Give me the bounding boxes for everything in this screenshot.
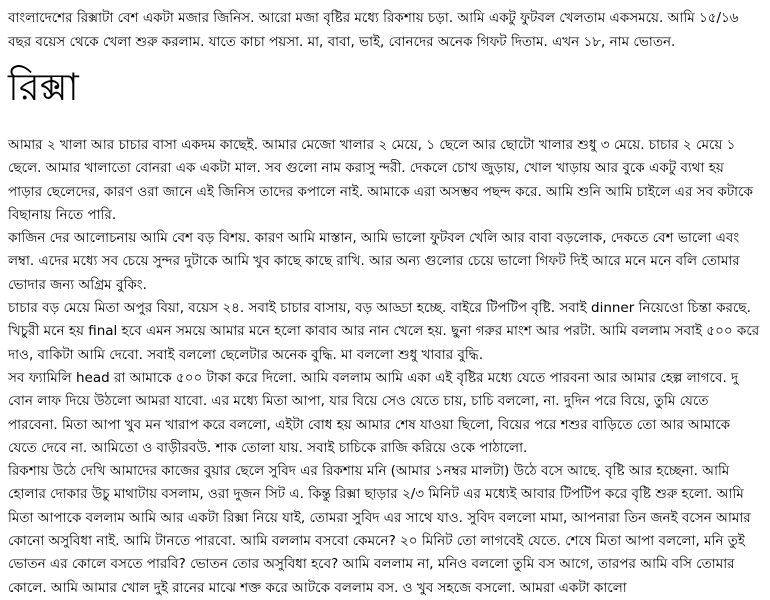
body-paragraph: কাজিন দের আলোচনায় আমি বেশ বড় বিশয়. কারণ আমি মাস্তান, আমি ভালো ফুটবল খেলি আর বাবা বড়লোক, দেকতে বেশ ভালো এবং লম্বা. এদের মধ্যে সব চেয়ে সুন্দর দুটাকে আমি খুব কাছে কাছে রাখি. আর অন্য গুলোর চেয়ে ভালো গিফট দিই আরে মনে মনে বলি তোমার ভোদার জন্য অগ্রিম বুকিং. <box>8 230 740 293</box>
body-paragraph: চাচার বড় মেয়ে মিতা অপুর বিয়া, বয়েস ২৪. সবাই চাচার বাসায়, বড় আড্ডা হচ্ছে. বাইরে টিপটিপ বৃষ্টি. সবাই dinner নিয়েওো চিন্তা করছে. খিচুরী মনে হয় final হবে এমন সময়ে আমার মনে হলো কাবাব আর নান খেলে হয়. ছুনা গরুর মাংশ আর পরটা. আমি বললাম সবাই ৫০০ করে দাও, বাকিটা আমি দেবো. সবাই বললো ছেলেটার অনেক বুদ্ধি. মা বললো শুধু খাবার বুদ্ধি. <box>8 300 760 363</box>
article-title: রিক্সা <box>8 65 79 109</box>
body-paragraph: আমার ২ খালা আর চাচার বাসা একদম কাছেই. আমার মেজো খালার ২ মেয়ে, ১ ছেলে আর ছোটো খালার শুধু ৩ মেয়ে. চাচার ২ মেয়ে ১ ছেলে. আমার খালাতো বোনরা এক একটা মাল. সব গুলো নাম করাসু ন্দরী. দেকলে চোখ জুড়ায়, খোল খাড়ায় আর বুকে একটু ব্যথা হয় পাড়ার ছেলেদের, কারণ ওরা জানে এই জিনিস তাদের কপালে নাই. আমাকে এরা অসম্ভব পছন্দ করে. আমি শুনি আমি চাইলে এর সব কটাকে বিছানায় নিতে পারি. <box>8 137 753 223</box>
article <box>8 6 762 600</box>
intro-paragraph: বাংলাদেশের রিক্সাটা বেশ একটা মজার জিনিস. আরো মজা বৃষ্টির মধ্যে রিকশায় চড়া. আমি একটু ফুটবল খেলতাম একসময়ে. আমি ১৫/১৬ বছর বয়েস থেকে খেলা শুরু করলাম. যাতে কাচা পয়সা. মা, বাবা, ভাই, বোনদের অনেক গিফট দিতাম. এখন ১৮, নাম ভোতন. <box>8 10 739 50</box>
body-paragraph: রিকশায় উঠে দেখি আমাদের কাজের বুয়ার ছেলে সুবিদ এর রিকশায় মনি (আমার ১নম্বর মালটা) উঠে বসে আছে. বৃষ্টি আর হচ্ছেনা. আমি হোলার দোকার উচু মাথাটায় বসলাম, ওরা দুজন সিট এ. কিন্তু রিক্সা ছাড়ার ২/৩ মিনিট এর মধ্যেই আবার টিপটিপ করে বৃষ্টি শুরু হলো. আমি মিতা আপাকে বললাম আমি আর একটা রিক্সা নিয়ে যাই, তোমরা সুবিদ এর সাথে যাও. সুবিদ বললো মামা, আপনারা তিন জনই বসেন আমার কোনো অসুবিধা নাই. আমি টানতে পারবো. আমি বললাম বসবো কেমনে? ২০ মিনিট তো লাগবেই যেতে. শেষে মিতা আপা বললো, মনি তুই ভোতন এর কোলে বসতে পারবি? ভোতন তোর অসুবিধা হবে? আমি বললাম না, মনিও বললো তুমি বস আগে, তারপর আমি বসি তোমার কোলে. আমি আমার খোল দুই রানের মাঝে শক্ত করে আটকে বললাম বস. ও খুব সহজে বসলো. আমরা একটা কালো <box>8 463 751 596</box>
body-paragraph: সব ফ্যামিলি head রা আমাকে ৫০০ টাকা করে দিলো. আমি বললাম আমি একা এই বৃষ্টির মধ্যে যেতে পারবনা আর আমার হেল্প লাগবে. দু বোন লাফ দিয়ে উঠলো আমরা যাবো. এর মধ্যে মিতা আপা, যার বিয়ে সেও যেতে চায়, চাচি বললো, না. দুদিন পরে বিয়ে, তুমি যেতে পারবেনা. মিতা আপা খুব মন খারাপ করে বললো, এইটা বোধ হয় আমার শেষ যাওয়া ছিলো, বিয়ের পরে শশুর বাড়িতে তো আর আমাকে যেতে দেবে না. আমিতো ও বাড়ীরবউ. শাক তোলা যায়. সবাই চাচিকে রাজি করিয়ে ওকে পাঠালো. <box>8 369 739 456</box>
article-body <box>8 134 762 600</box>
